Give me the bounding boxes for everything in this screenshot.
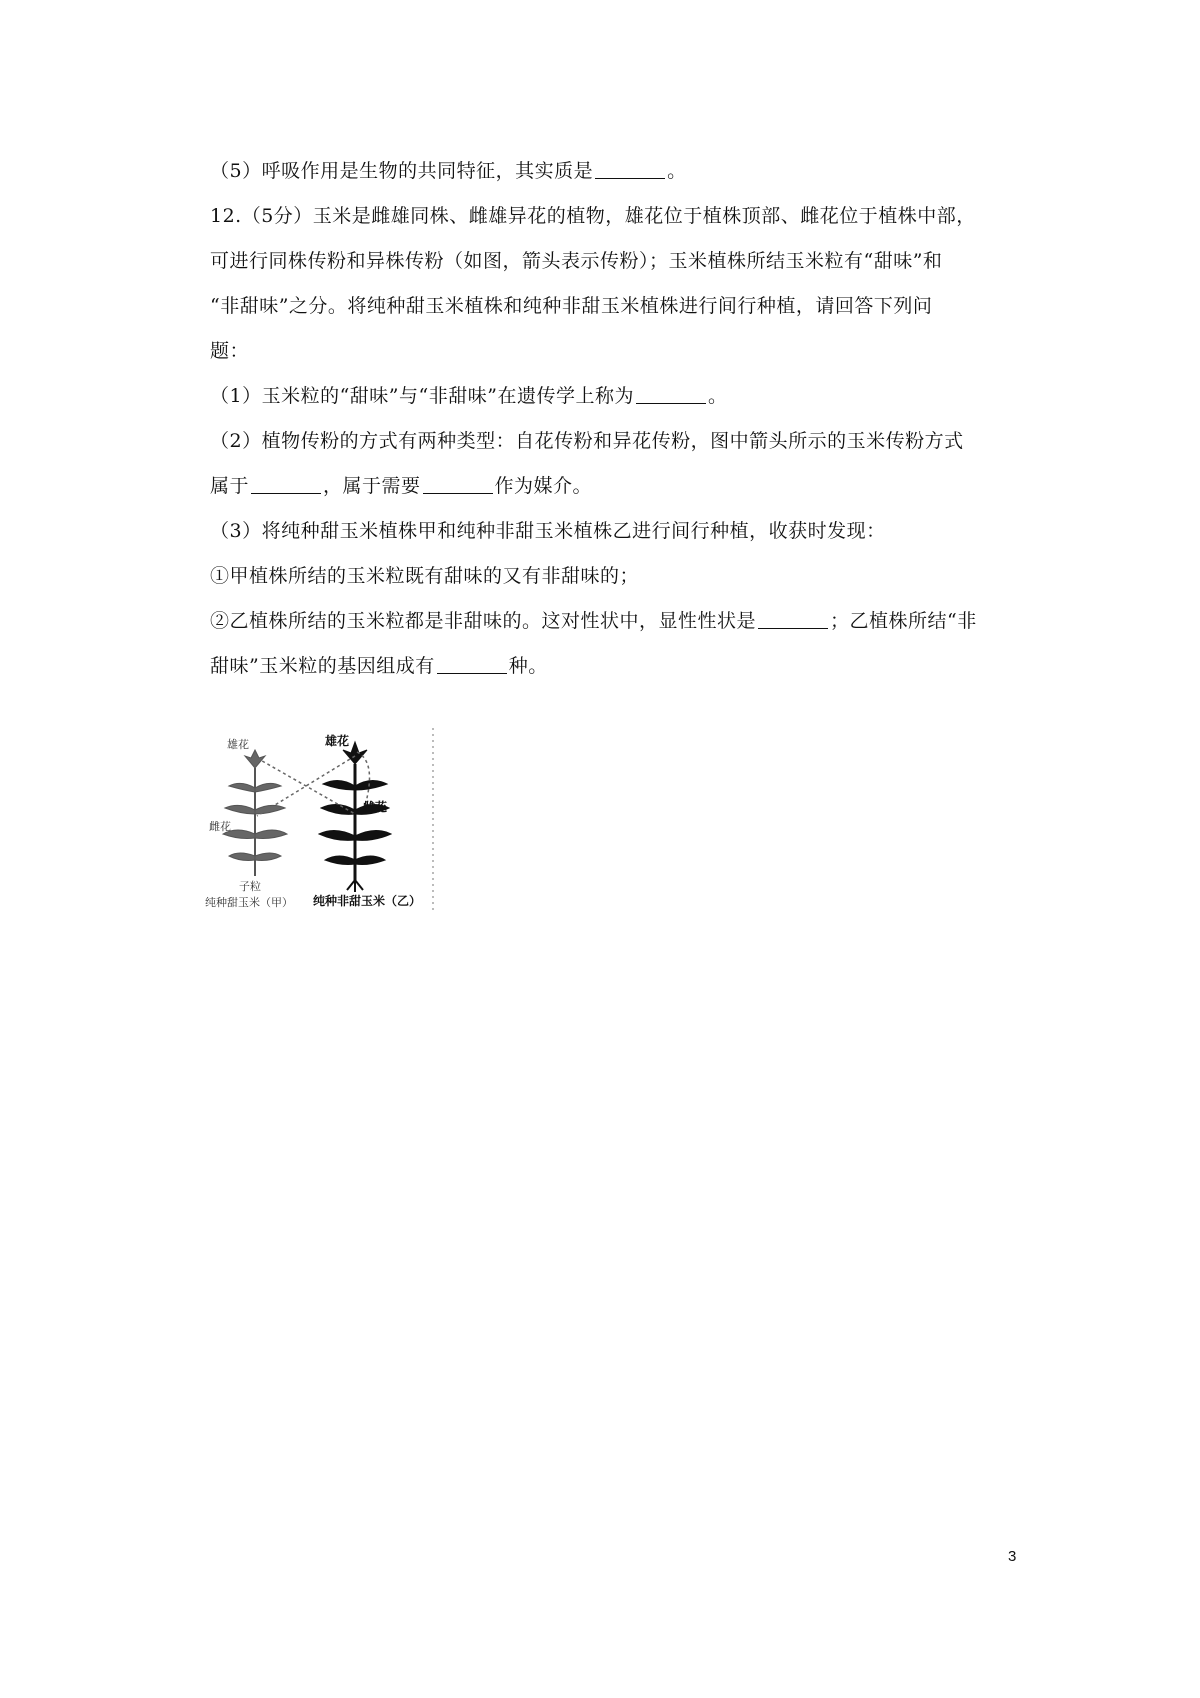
question-12-text: “非甜味”之分。将纯种甜玉米植株和纯种非甜玉米植株进行间行种植，请回答下列问 (210, 295, 933, 317)
question-12-line-2 (210, 248, 942, 274)
sub-question-3-line-4 (210, 653, 548, 679)
sub-question-3-line-1 (210, 518, 886, 544)
left-plant-icon (223, 750, 287, 876)
question-12-line-4 (210, 338, 249, 364)
sub-question-3-line-2 (210, 563, 639, 589)
question-12-line-3 (210, 293, 932, 319)
question-12-text: 可进行同株传粉和异株传粉（如图，箭头表示传粉）；玉米植株所结玉米粒有“甜味”和 (210, 250, 943, 272)
sub-question-1-line (210, 383, 727, 409)
answer-blank (595, 160, 665, 179)
question-12-line-1 (210, 203, 976, 229)
sub-question-3-line-3 (210, 608, 977, 634)
right-male-flower-label: 雄花 (325, 734, 350, 748)
sub-question-1-text: （1）玉米粒的“甜味”与“非甜味”在遗传学上称为 (210, 385, 634, 407)
answer-blank (758, 610, 828, 629)
answer-blank (636, 385, 706, 404)
sub-question-3-text: 甜味”玉米粒的基因组成有 (210, 655, 435, 677)
question-12-text: 12.（5分）玉米是雌雄同株、雌雄异花的植物，雄花位于植株顶部、雌花位于植株中部， (210, 205, 976, 227)
left-female-flower-label: 雌花 (209, 820, 231, 833)
sub-question-2-line-1 (210, 428, 964, 454)
sub-question-2-text: ，属于需要 (323, 475, 421, 497)
question-12-text: 题： (210, 340, 250, 362)
question-5-end: 。 (667, 160, 687, 182)
page-number: 3 (1008, 1548, 1017, 1565)
answer-blank (437, 655, 507, 674)
sub-question-3-text: ①甲植株所结的玉米粒既有甜味的又有非甜味的； (210, 565, 640, 587)
sub-question-2-text: 属于 (210, 475, 250, 497)
sub-question-2-text: 作为媒介。 (494, 475, 593, 497)
question-5-line (210, 158, 687, 184)
corn-pollination-figure (205, 728, 465, 914)
sub-question-3-text: ②乙植株所结的玉米粒都是非甜味的。这对性状中，显性性状是 (210, 610, 757, 632)
caption-left: 纯种甜玉米（甲） (205, 896, 293, 909)
sub-question-3-text: ；乙植株所结“非 (830, 610, 977, 632)
right-female-flower-label: 雌花 (363, 800, 388, 814)
answer-blank (251, 475, 321, 494)
sub-question-1-end: 。 (707, 385, 728, 407)
left-male-flower-label: 雄花 (227, 738, 249, 751)
caption-right: 纯种非甜玉米（乙） (313, 894, 422, 908)
question-5-text: （5）呼吸作用是生物的共同特征，其实质是 (210, 160, 594, 182)
answer-blank (423, 475, 493, 494)
sub-question-2-line-2 (210, 473, 592, 499)
sub-question-3-text: （3）将纯种甜玉米植株甲和纯种非甜玉米植株乙进行间行种植，收获时发现： (210, 520, 886, 542)
sub-question-3-text: 种。 (508, 655, 548, 677)
sub-question-2-text: （2）植物传粉的方式有两种类型：自花传粉和异花传粉，图中箭头所示的玉米传粉方式 (210, 430, 964, 452)
right-plant-icon (319, 742, 391, 892)
left-root-label: 子粒 (239, 880, 261, 893)
